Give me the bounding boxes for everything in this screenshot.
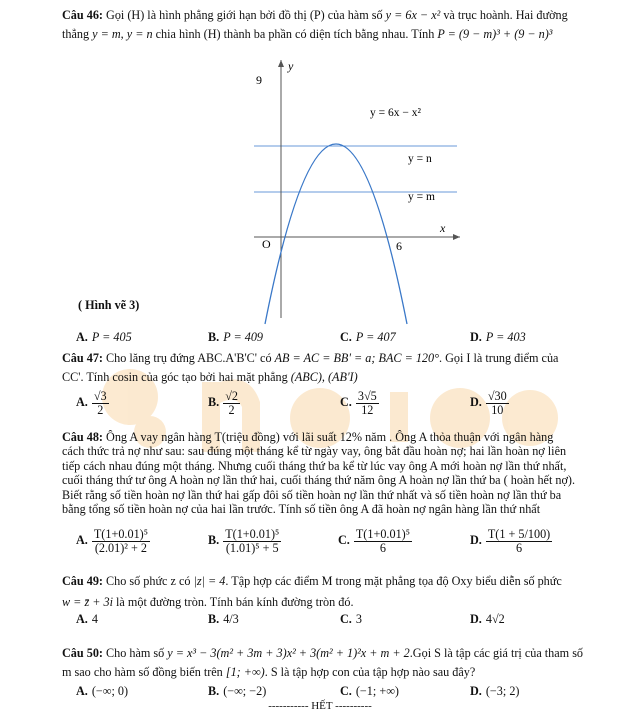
option-label: B.: [208, 533, 220, 548]
q48-line: tiếp cách nhau đúng một tháng. Nhưng cuối tháng thứ ba kể từ lúc vay ông A mới hoàn nợ lần thứ nhất,: [62, 458, 567, 473]
origin-label: O: [262, 237, 271, 251]
option-label: A.: [76, 612, 88, 626]
q46-option-d[interactable]: [470, 330, 526, 345]
option-text: 4/3: [223, 612, 239, 626]
x-axis-label: x: [440, 221, 446, 235]
option-label: C.: [338, 533, 350, 548]
q49-text: Cho số phức z có: [102, 574, 194, 588]
option-fraction: [354, 528, 412, 555]
option-fraction: [223, 528, 281, 555]
q48-line: [62, 430, 618, 444]
option-label: D.: [470, 612, 482, 626]
q47-option-a[interactable]: [76, 390, 109, 417]
q47-text: CC'. Tính cosin của góc tạo bởi hai mặt phẳng: [62, 370, 291, 385]
option-text: P = 403: [485, 330, 526, 344]
option-text: 4√2: [485, 612, 505, 626]
q48-line: cuối tháng thứ tư ông A hoàn nợ lần thứ hai, cuối tháng thứ năm ông A hoàn nợ lần thứ ba ( hoàn hết nợ).: [62, 473, 576, 488]
q46-lines-math: y = m, y = n: [92, 27, 153, 42]
question-50: [62, 646, 618, 681]
q48-option-b[interactable]: [208, 528, 281, 555]
q50-option-a[interactable]: [76, 684, 128, 699]
option-label: B.: [208, 395, 220, 410]
option-label: A.: [76, 330, 88, 344]
option-label: A.: [76, 395, 88, 410]
option-fraction: [92, 528, 150, 555]
q48-option-a[interactable]: [76, 528, 150, 555]
q47-line2: [62, 370, 618, 385]
q49-line2: [62, 595, 618, 610]
option-text: 3: [355, 612, 362, 626]
q50-line2: [62, 665, 618, 680]
question-48: [62, 430, 618, 516]
q48-line: Biết rằng số tiền hoàn nợ lần thứ hai gấp đôi số tiền hoàn nợ lần thứ nhất và số tiền hoàn nợ lần thứ ba: [62, 487, 562, 502]
q50-option-d[interactable]: [470, 684, 519, 699]
fraction-denominator: 6: [516, 540, 523, 555]
x-axis-arrow: [453, 234, 460, 240]
q46-text: chia hình (H) thành ba phần có diện tích bằng nhau. Tính: [152, 27, 438, 42]
q49-option-c[interactable]: [340, 612, 362, 627]
parabola-curve: [265, 144, 407, 324]
q46-number: Câu 46:: [62, 8, 103, 22]
q50-function: y = x³ − 3(m² + 3m + 3)x² + 3(m² + 1)²x + m + 2: [167, 646, 410, 660]
option-label: C.: [340, 395, 352, 410]
option-label: D.: [470, 684, 482, 698]
option-text: (−1; +∞): [355, 684, 399, 698]
q50-option-b[interactable]: [208, 684, 266, 699]
option-text: P = 407: [355, 330, 396, 344]
line-m-label: y = m: [408, 191, 435, 203]
option-text: (−∞; 0): [91, 684, 129, 698]
tick-x-6: 6: [396, 239, 402, 253]
option-text: P = 409: [223, 330, 264, 344]
fraction-numerator: T(1 + 5/100): [487, 527, 551, 541]
q48-line: cách thức trả nợ như sau: sau đúng một tháng kể từ ngày vay, ông bắt đầu hoàn nợ; hai lần hoàn nợ liên: [62, 444, 567, 459]
q50-text: m sao cho hàm số đồng biến trên: [62, 665, 226, 680]
q47-option-b[interactable]: [208, 390, 240, 417]
q47-options: [76, 390, 616, 418]
option-label: B.: [208, 612, 220, 626]
option-label: A.: [76, 684, 88, 698]
q49-option-a[interactable]: [76, 612, 98, 627]
q50-options: [76, 684, 616, 700]
fraction-numerator: T(1+0.01)⁵: [93, 527, 148, 541]
q46-line2: [62, 27, 618, 42]
fraction-numerator: √3: [93, 389, 107, 403]
q46-option-b[interactable]: [208, 330, 263, 345]
option-fraction: [356, 390, 379, 417]
q46-function: y = 6x − x²: [385, 8, 441, 22]
fraction-numerator: T(1+0.01)⁵: [225, 527, 280, 541]
option-fraction: [486, 528, 552, 555]
q47-number: Câu 47:: [62, 351, 103, 365]
q49-w-formula: w = z̄ + 3i: [62, 595, 113, 610]
option-text: (−3; 2): [485, 684, 520, 698]
q46-p-formula: P = (9 − m)³ + (9 − n)³: [437, 27, 553, 42]
q49-line1: [62, 574, 618, 589]
tick-y-9: 9: [256, 73, 262, 87]
q48-options: [76, 528, 616, 564]
question-49: [62, 574, 618, 611]
q47-option-c[interactable]: [340, 390, 379, 417]
fraction-denominator: 12: [361, 402, 374, 417]
fraction-numerator: √2: [225, 389, 238, 403]
option-label: B.: [208, 684, 220, 698]
q49-options: [76, 612, 616, 640]
q50-number: Câu 50:: [62, 646, 103, 660]
q48-option-d[interactable]: [470, 528, 552, 555]
question-46: [62, 8, 618, 43]
q47-line1: [62, 351, 618, 366]
option-label: A.: [76, 533, 88, 548]
fraction-denominator: 2: [228, 402, 235, 417]
q49-modulus: |z| = 4: [193, 574, 226, 588]
parabola-figure: [252, 56, 472, 326]
fraction-denominator: (1.01)⁵ + 5: [225, 540, 279, 555]
question-47: [62, 351, 618, 386]
q48-number: Câu 48:: [62, 430, 103, 444]
q50-text: Cho hàm số: [102, 646, 168, 660]
fraction-numerator: T(1+0.01)⁵: [355, 527, 410, 541]
option-label: B.: [208, 330, 220, 344]
q47-planes: (ABC), (AB'I): [290, 370, 358, 385]
option-fraction: [223, 390, 240, 417]
y-axis-label: y: [288, 59, 294, 73]
option-fraction: [486, 390, 509, 417]
option-label: D.: [470, 533, 482, 548]
fraction-numerator: √30: [487, 389, 507, 403]
q47-option-d[interactable]: [470, 390, 509, 417]
q46-text: Gọi (H) là hình phẳng giới hạn bởi đồ thị (P) của hàm số: [102, 8, 386, 22]
q48-option-c[interactable]: [338, 528, 412, 555]
line-n-label: y = n: [408, 153, 432, 165]
q46-option-a[interactable]: [76, 330, 132, 345]
fraction-denominator: 6: [379, 540, 386, 555]
q46-option-c[interactable]: [340, 330, 396, 345]
q49-text: . Tập hợp các điểm M trong mặt phẳng tọa độ Oxy biểu diễn số phức: [225, 574, 562, 588]
q49-option-b[interactable]: [208, 612, 239, 627]
option-label: C.: [340, 612, 352, 626]
y-axis-arrow: [278, 60, 284, 67]
q50-interval: [1; +∞): [225, 665, 265, 680]
option-text: P = 405: [91, 330, 132, 344]
figure-caption: ( Hình vẽ 3): [78, 298, 140, 312]
q47-text: . Gọi I là trung điểm của: [439, 351, 559, 365]
fraction-denominator: 10: [491, 402, 504, 417]
q47-text: Cho lăng trụ đứng ABC.A'B'C' có: [102, 351, 275, 365]
option-text: (−∞; −2): [223, 684, 267, 698]
option-label: D.: [470, 395, 482, 410]
end-marker: ----------- HẾT ----------: [268, 700, 372, 712]
q48-line: bằng tổng số tiền hoàn nợ của hai lần trước. Tính số tiền ông A đã hoàn nợ ngân hàng lần thứ nhất: [62, 501, 541, 516]
option-label: D.: [470, 330, 482, 344]
curve-label: y = 6x − x²: [370, 107, 421, 119]
q49-option-d[interactable]: [470, 612, 505, 627]
q49-number: Câu 49:: [62, 574, 103, 588]
fraction-denominator: 2: [97, 402, 104, 417]
q50-text: . S là tập hợp con của tập hợp nào sau đây?: [264, 665, 476, 680]
fraction-numerator: 3√5: [357, 389, 377, 403]
option-label: C.: [340, 684, 352, 698]
q50-option-c[interactable]: [340, 684, 399, 699]
q48-text: Ông A vay ngân hàng T(triệu đồng) với lãi suất 12% năm . Ông A thỏa thuận với ngân hàng: [102, 430, 554, 444]
q50-line1: [62, 646, 618, 661]
q47-condition: AB = AC = BB' = a; BAC = 120°: [274, 351, 439, 365]
q49-text: là một đường tròn. Tính bán kính đường tròn đó.: [113, 595, 354, 610]
option-label: C.: [340, 330, 352, 344]
q46-text: thẳng: [62, 27, 93, 42]
option-fraction: [92, 390, 109, 417]
q46-line1: [62, 8, 618, 23]
q46-text: và trục hoành. Hai đường: [440, 8, 568, 22]
fraction-denominator: (2.01)² + 2: [94, 540, 147, 555]
option-text: 4: [91, 612, 98, 626]
q50-text: .Gọi S là tập các giá trị của tham số: [409, 646, 584, 660]
